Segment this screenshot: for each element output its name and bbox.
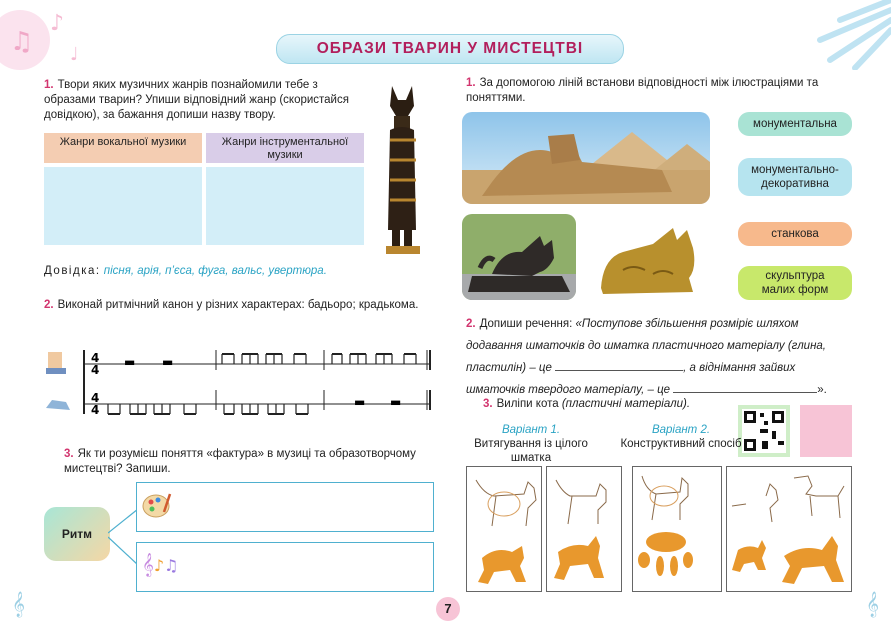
svg-text:▬: ▬ <box>162 355 174 369</box>
relief-cats-photo <box>593 214 709 300</box>
art-texture-answer-box[interactable] <box>136 482 434 532</box>
instrumental-answer-cell[interactable] <box>206 167 364 245</box>
palette-icon <box>140 490 180 520</box>
genres-table <box>44 133 364 245</box>
rhythm-notation <box>44 342 436 418</box>
right-task1-text: 1. За допомогою ліній встанови відповідності між ілюстраціями та поняттями. <box>466 77 819 104</box>
svg-text:▬: ▬ <box>390 395 402 409</box>
boot-icon <box>46 352 66 374</box>
hint-line <box>44 264 374 279</box>
left-task3-text: 3. Як ти розумієш поняття «фактура» в музиці та образотворчому мистецтві? Запиши. <box>64 448 416 475</box>
palm-leaf-decoration <box>800 0 891 70</box>
hint-label: Довідка: <box>44 265 101 277</box>
left-task2-text: 2. Виконай ритмічний канон у різних характерах: бадьоро; крадькома. <box>44 299 419 311</box>
music-notes-decoration <box>0 0 110 80</box>
svg-text:♫: ♫ <box>10 27 34 57</box>
cat-sculpture-photo <box>462 214 576 300</box>
label-monumental[interactable]: монументальна <box>738 112 852 136</box>
sneaker-icon <box>46 400 70 410</box>
variant1-subtitle: Витягування із цілого шматка <box>474 438 588 464</box>
col-vocal-header: Жанри вокальної музики <box>44 133 202 163</box>
variant2-title: Варіант 2. <box>651 424 711 436</box>
music-texture-answer-box[interactable] <box>136 542 434 592</box>
svg-text:▬: ▬ <box>354 395 366 409</box>
egyptian-cat-statue-image <box>376 80 432 260</box>
svg-text:▬: ▬ <box>124 355 136 369</box>
hint-text: пісня, арія, п’єса, фуга, вальс, увертюра. <box>103 265 327 277</box>
rhythm-node: Ритм <box>44 507 110 561</box>
page-number: 7 <box>436 597 460 621</box>
answer-line-2[interactable] <box>673 381 817 393</box>
svg-text:4: 4 <box>91 391 100 405</box>
svg-text:4: 4 <box>91 351 100 365</box>
vocal-answer-cell[interactable] <box>44 167 202 245</box>
right-footer-note-icon: 𝄞 <box>866 592 880 617</box>
variant1-header <box>466 423 596 465</box>
answer-line-1[interactable] <box>555 359 683 371</box>
variant2-header <box>616 423 746 451</box>
sphinx-photo <box>462 112 710 204</box>
cat-sketches <box>466 466 852 592</box>
label-easel[interactable]: станкова <box>738 222 852 246</box>
variant2-subtitle: Конструктивний спосіб <box>620 438 742 450</box>
label-small-sculpture[interactable]: скульптура малих форм <box>738 266 852 300</box>
page-title: ОБРАЗИ ТВАРИН У МИСТЕЦТВІ <box>276 34 624 64</box>
pink-square <box>800 405 852 457</box>
variant1-title: Варіант 1. <box>501 424 561 436</box>
right-task3-text: 3. Виліпи кота (пластичні матеріали). <box>483 398 691 410</box>
right-task2-text: 2. Допиши речення: «Поступове збільшення розміріє шляхом додавання шматочків до шматка пластичного матеріалу (глина, пластилін) – це , а віднімання зайвих шматочків твердого матеріалу, – це ». <box>466 318 827 396</box>
left-task1-text: 1. Твори яких музичних жанрів познайомили тебе з образами тварин? Упиши відповідний жанр (скористайся довідкою), за бажання допиши назву твору. <box>44 79 349 121</box>
left-footer-note-icon: 𝄞 <box>12 592 26 617</box>
svg-text:♪: ♪ <box>50 11 65 36</box>
svg-text:♩: ♩ <box>70 44 79 65</box>
label-monumental-decorative[interactable]: монументально-декоративна <box>738 158 852 196</box>
col-instrumental-header: Жанри інструментальної музики <box>206 133 364 163</box>
music-notes-icon: 𝄞♪♫ <box>142 552 179 576</box>
svg-text:4: 4 <box>91 363 100 377</box>
svg-text:4: 4 <box>91 403 100 417</box>
